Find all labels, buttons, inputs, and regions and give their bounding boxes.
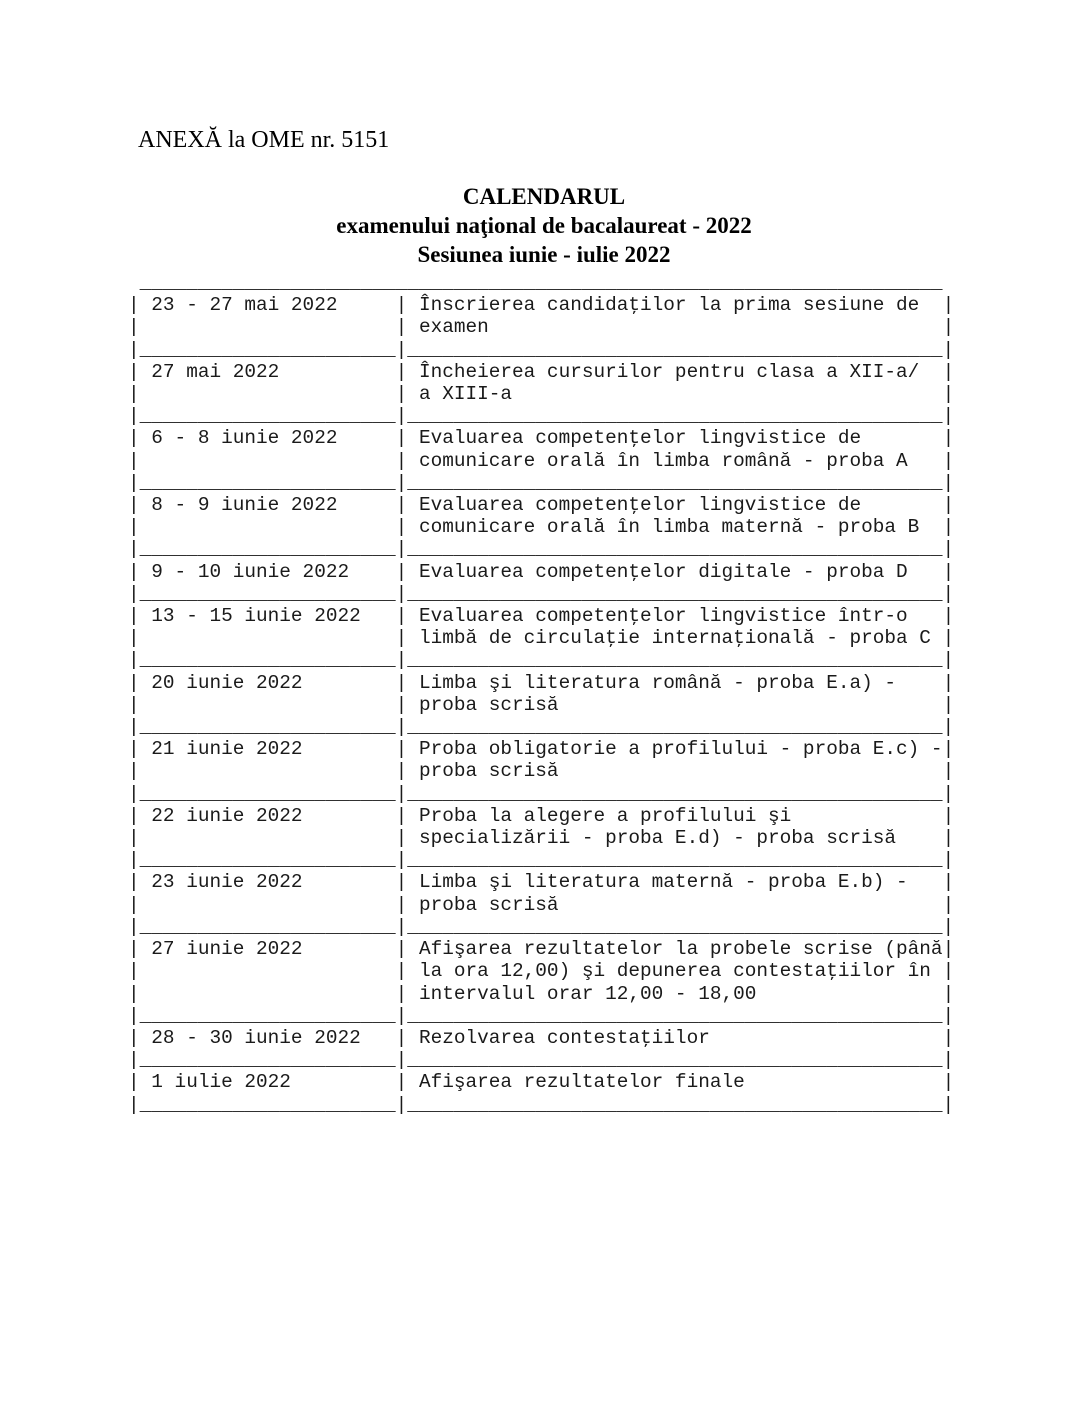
row-date: 22 iunie 2022: [151, 804, 396, 827]
row-activity-line: Afişarea rezultatelor la probele scrise (până: [418, 938, 943, 961]
calendar-table: _____________________________________________________________________ | 23 - 27 mai 2022 | Înscrierea candidaţilor la prima sesiune de | | | examen | |______________________|______________________________________________| | 27 mai 2022 | Încheierea cursurilor pentru clasa a XII-a/ | | | a XIII-a | |______________________|______________________________________________| | 6 - 8 iunie 2022 | Evaluarea competenţelor lingvistice de | | | comunicare orală în limba română - proba A | |______________________|______________________________________________| | 8 - 9 iunie 2022 | Evaluarea competenţelor lingvistice de | | | comunicare orală în limba maternă - proba B | |______________________|______________________________________________| | 9 - 10 iunie 2022 | Evaluarea competenţelor digitale - proba D | |______________________|______________________________________________| | 13 - 15 iunie 2022 | Evaluarea competenţelor lingvistice într-o | | | limbă de circulaţie internaţională - proba C | |______________________|______________________________________________| | 20 iunie 2022 | Limba şi literatura română - proba E.a) - | | | proba scrisă | |______________________|______________________________________________| | 21 iunie 2022 | Proba obligatorie a profilului - proba E.c) -| | | proba scrisă | |______________________|______________________________________________| | 22 iunie 2022 | Proba la alegere a profilului şi | | | specializării - proba E.d) - proba scrisă | |______________________|______________________________________________| | 23 iunie 2022 | Limba şi literatura maternă - proba E.b) - | | | proba scrisă | |______________________|______________________________________________| | 27 iunie 2022 | Afişarea rezultatelor la probele scrise (până| | | la ora 12,00) şi depunerea contestaţiilor în | | | intervalul orar 12,00 - 18,00 | |______________________|______________________________________________| | 28 - 30 iunie 2022 | Rezolvarea contestaţiilor | |______________________|______________________________________________| | 1 iulie 2022 | Afişarea rezultatelor finale | |______________________|______________________________________________|: [128, 272, 955, 1116]
row-activity-line: Evaluarea competenţelor digitale - proba D: [418, 560, 943, 583]
row-activity-line: Proba la alegere a profilului şi: [418, 804, 943, 827]
row-activity-line: Rezolvarea contestaţiilor: [418, 1026, 943, 1049]
row-activity-line: Evaluarea competenţelor lingvistice de: [418, 494, 943, 517]
row-divider: |______________________|______________________________________________|: [128, 849, 955, 872]
annex-reference: ANEXĂ la OME nr. 5151: [138, 127, 390, 153]
row-activity-line: comunicare orală în limba maternă - proba B: [418, 516, 943, 539]
row-activity-line: a XIII-a: [418, 383, 943, 406]
row-activity-line: Evaluarea competenţelor lingvistice de: [418, 427, 943, 450]
row-divider: |______________________|______________________________________________|: [128, 471, 955, 494]
row-activity-line: Înscrierea candidaţilor la prima sesiune de: [418, 294, 943, 317]
row-activity-line: proba scrisă: [418, 693, 943, 716]
row-divider: |______________________|______________________________________________|: [128, 538, 955, 561]
row-activity-line: Proba obligatorie a profilului - proba E.c) -: [418, 738, 943, 761]
title-line-3: Sesiunea iunie - iulie 2022: [417, 242, 671, 267]
row-date: 27 mai 2022: [151, 360, 396, 383]
row-divider: |______________________|______________________________________________|: [128, 1004, 955, 1027]
row-activity-line: examen: [418, 316, 943, 339]
row-activity-line: Evaluarea competenţelor lingvistice într-o: [418, 605, 943, 628]
row-activity-line: Încheierea cursurilor pentru clasa a XII-a/: [418, 360, 943, 383]
row-activity-line: intervalul orar 12,00 - 18,00: [418, 982, 943, 1005]
row-activity-line: Limba şi literatura maternă - proba E.b) -: [418, 871, 943, 894]
row-activity-line: limbă de circulaţie internaţională - proba C: [418, 627, 943, 650]
row-date: 13 - 15 iunie 2022: [151, 605, 396, 628]
row-activity-line: comunicare orală în limba română - proba A: [418, 449, 943, 472]
row-date: 27 iunie 2022: [151, 938, 396, 961]
row-activity-line: specializării - proba E.d) - proba scrisă: [418, 827, 943, 850]
row-date: 1 iulie 2022: [151, 1071, 396, 1094]
row-activity-line: la ora 12,00) şi depunerea contestaţiilor în: [418, 960, 943, 983]
row-divider: |______________________|______________________________________________|: [128, 782, 955, 805]
row-activity-line: Limba şi literatura română - proba E.a) -: [418, 671, 943, 694]
title-line-1: CALENDARUL: [462, 184, 626, 209]
row-divider: |______________________|______________________________________________|: [128, 649, 955, 672]
row-divider: |______________________|______________________________________________|: [128, 1049, 955, 1072]
row-date: 8 - 9 iunie 2022: [151, 494, 396, 517]
row-divider: |______________________|______________________________________________|: [128, 716, 955, 739]
row-date: 20 iunie 2022: [151, 671, 396, 694]
row-activity-line: proba scrisă: [418, 760, 943, 783]
row-divider: |______________________|______________________________________________|: [128, 582, 955, 605]
row-divider: |______________________|______________________________________________|: [128, 915, 955, 938]
row-divider: |______________________|______________________________________________|: [128, 338, 955, 361]
row-divider: |______________________|______________________________________________|: [128, 1093, 955, 1116]
row-activity-line: proba scrisă: [418, 893, 943, 916]
row-date: 23 - 27 mai 2022: [151, 294, 396, 317]
row-divider: |______________________|______________________________________________|: [128, 405, 955, 428]
document-title: [0, 182, 1088, 269]
row-date: 21 iunie 2022: [151, 738, 396, 761]
row-date: 28 - 30 iunie 2022: [151, 1026, 396, 1049]
row-date: 6 - 8 iunie 2022: [151, 427, 396, 450]
table-top-border: _____________________________________________________________________: [128, 272, 943, 294]
row-date: 23 iunie 2022: [151, 871, 396, 894]
row-date: 9 - 10 iunie 2022: [151, 560, 396, 583]
title-line-2: examenului naţional de bacalaureat - 2022: [336, 213, 752, 238]
row-activity-line: Afişarea rezultatelor finale: [418, 1071, 943, 1094]
